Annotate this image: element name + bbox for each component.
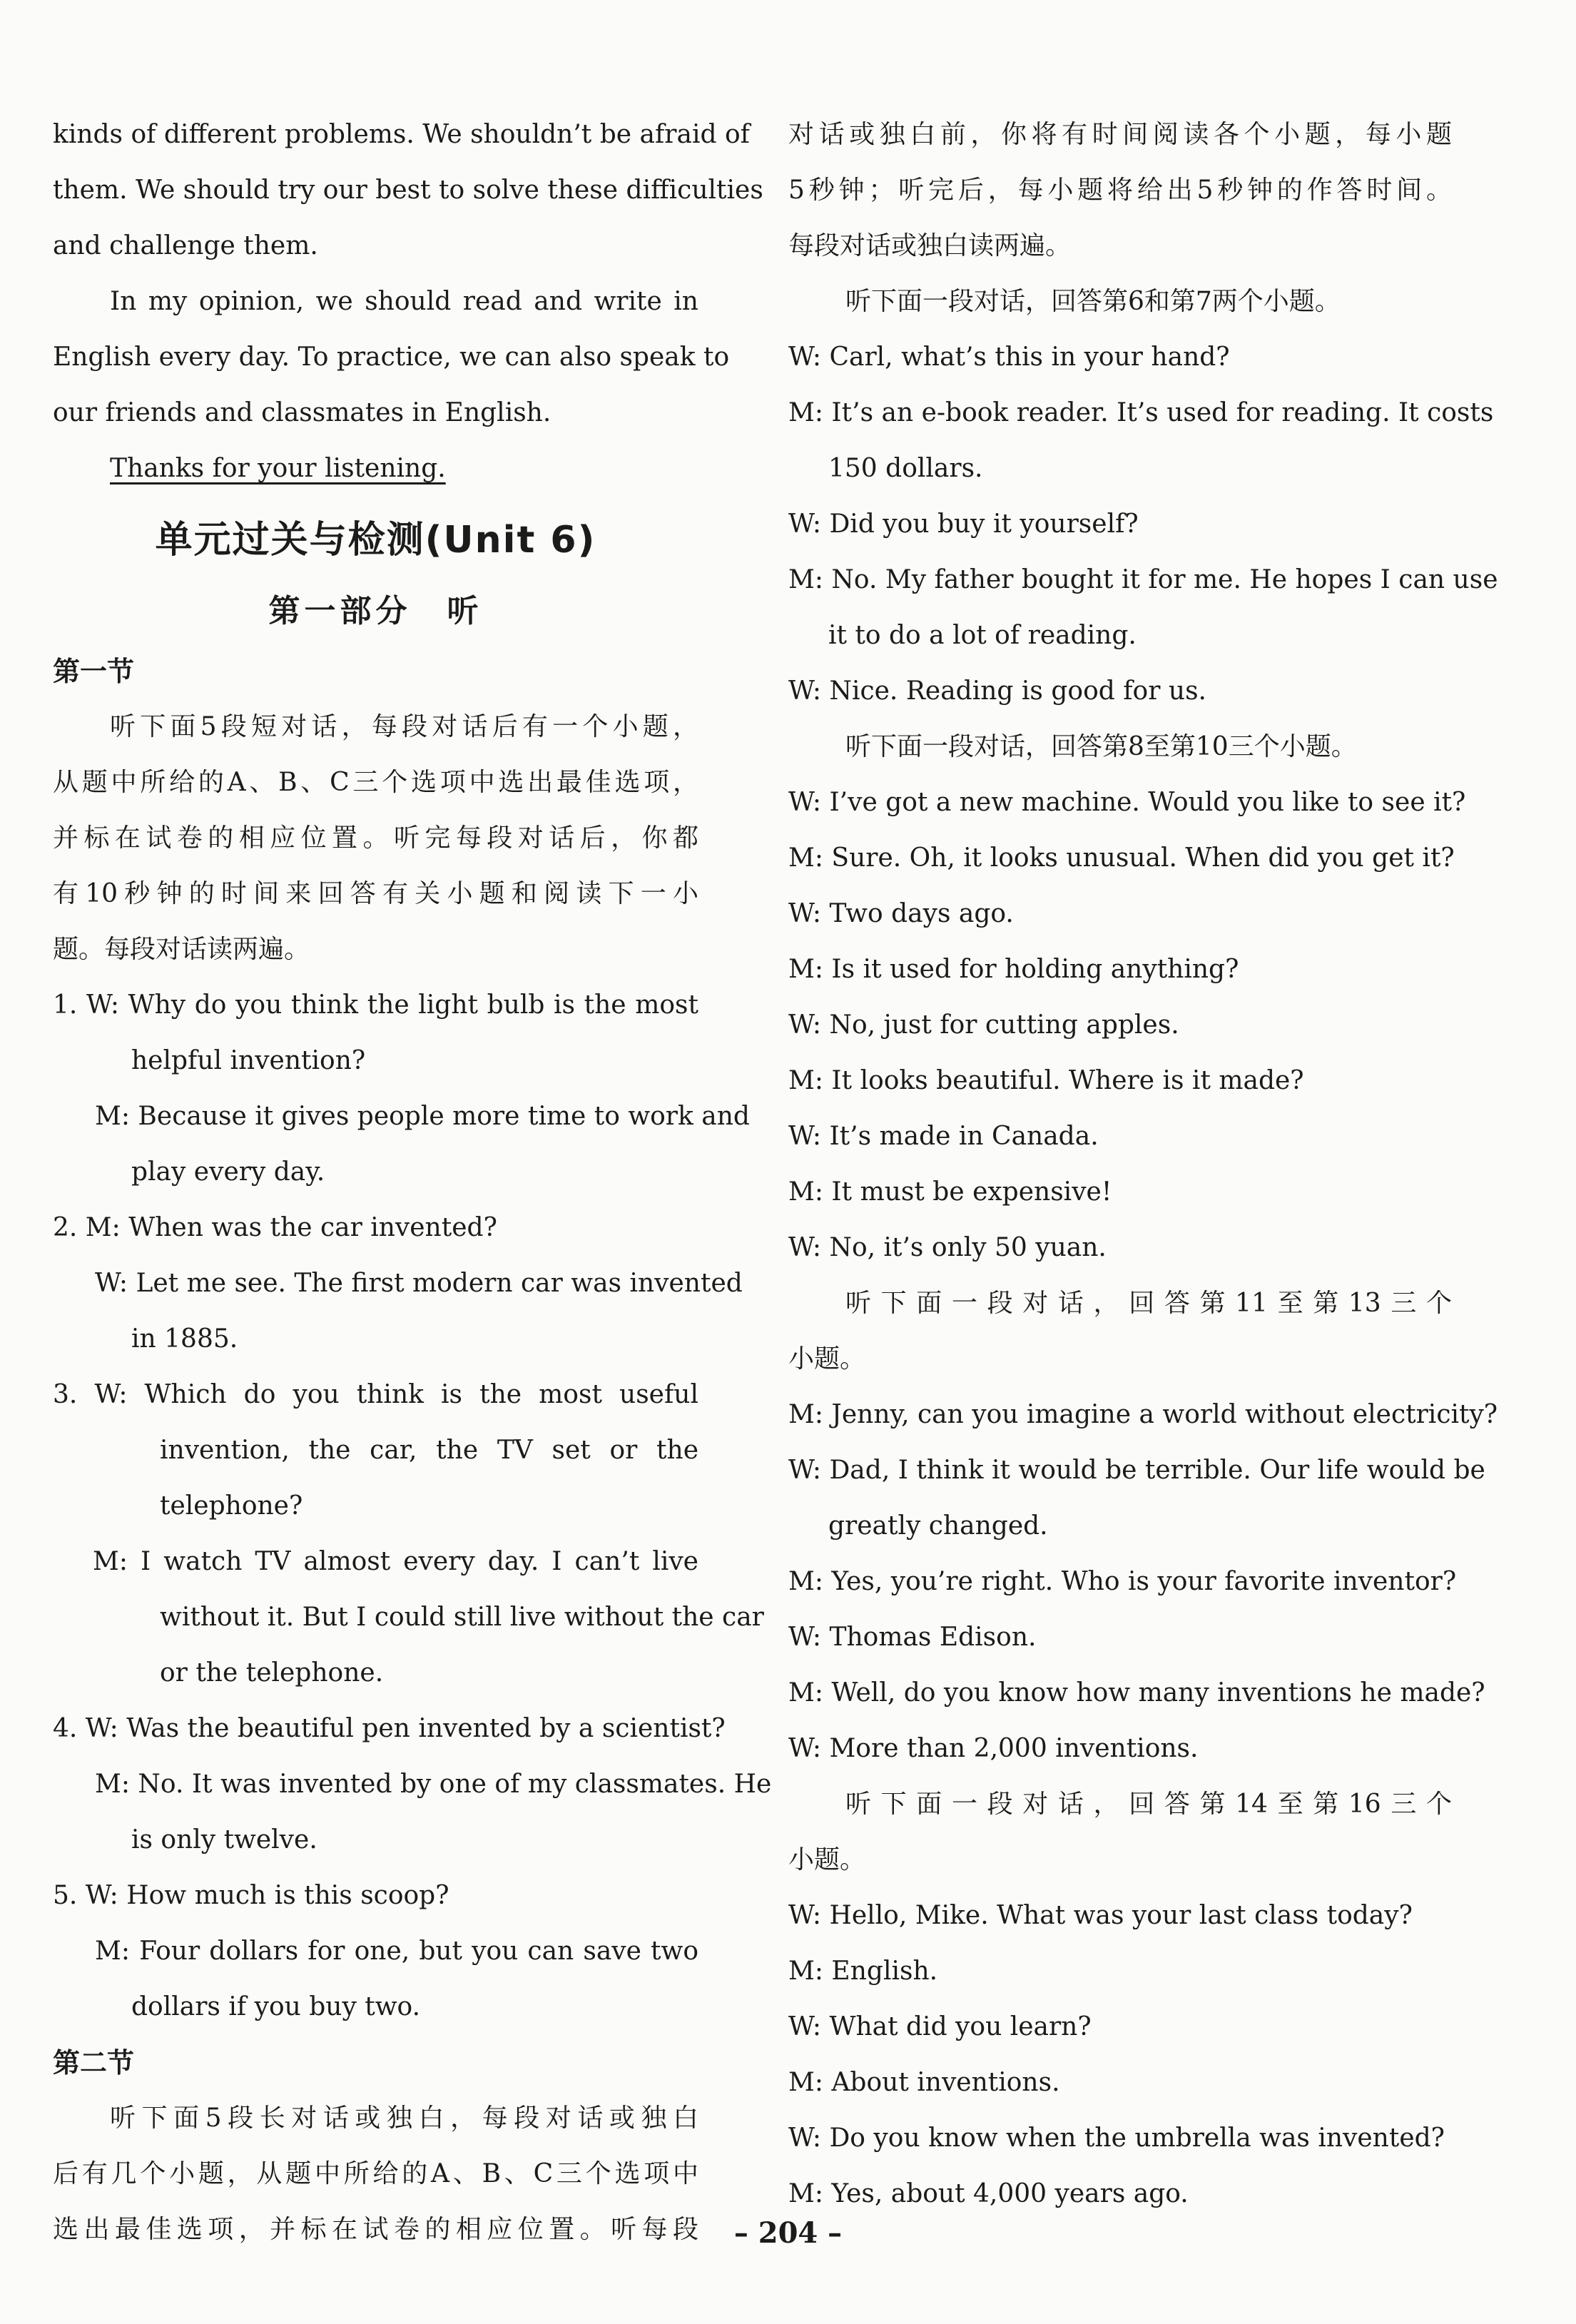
dialogue-line: M: Is it used for holding anything? bbox=[788, 955, 1239, 984]
dialogue-line: W: Did you buy it yourself? bbox=[788, 509, 1139, 539]
dialogue-line: dollars if you buy two. bbox=[131, 1992, 421, 2021]
closing-text: Thanks for your listening. bbox=[110, 454, 446, 483]
dialogue-line: M: It must be expensive! bbox=[788, 1177, 1112, 1207]
dialogue-line: M: Four dollars for one, but you can save two bbox=[95, 1937, 698, 1966]
dialogue-line: W: More than 2,000 inventions. bbox=[788, 1734, 1199, 1763]
instruction-line: 并标在试卷的相应位置。听完每段对话后，你都 bbox=[53, 823, 698, 853]
dialogue-line: M: No. My father bought it for me. He hopes I can use bbox=[788, 565, 1498, 594]
text-line: them. We should try our best to solve these difficulties bbox=[53, 176, 763, 205]
dialogue-line: greatly changed. bbox=[828, 1511, 1048, 1541]
dialogue-line: M: Yes, you’re right. Who is your favorite inventor? bbox=[788, 1567, 1457, 1596]
instruction-line: 每段对话或独白读两遍。 bbox=[788, 231, 1072, 260]
question-instruction: 听下面一段对话，回答第8至第10三个小题。 bbox=[845, 732, 1357, 761]
dialogue-line: in 1885. bbox=[131, 1324, 238, 1354]
dialogue-line: 150 dollars. bbox=[828, 454, 983, 483]
dialogue-line: without it. But I could still live without the car bbox=[160, 1603, 764, 1632]
dialogue-line: W: Do you know when the umbrella was invented? bbox=[788, 2123, 1445, 2153]
dialogue-line: M: About inventions. bbox=[788, 2068, 1060, 2097]
dialogue-line: W: No, it’s only 50 yuan. bbox=[788, 1233, 1107, 1262]
instruction-line: 后有几个小题，从题中所给的A、B、C三个选项中 bbox=[53, 2159, 698, 2188]
part-title: 第一部分 听 bbox=[268, 593, 483, 629]
section-heading: 第二节 bbox=[53, 2047, 135, 2079]
dialogue-line: helpful invention? bbox=[131, 1046, 366, 1075]
text-line: kinds of different problems. We shouldn’t be afraid of bbox=[53, 120, 750, 149]
dialogue-line: M: It looks beautiful. Where is it made? bbox=[788, 1066, 1304, 1095]
dialogue-line: 3. W: Which do you think is the most useful bbox=[53, 1380, 698, 1409]
dialogue-line: invention, the car, the TV set or the bbox=[160, 1436, 698, 1465]
right-column bbox=[788, 107, 1498, 2222]
dialogue-line: W: Let me see. The first modern car was invented bbox=[95, 1269, 743, 1298]
instruction-line: 听下面5段短对话，每段对话后有一个小题， bbox=[110, 712, 698, 741]
question-instruction: 听下面一段对话，回答第6和第7两个小题。 bbox=[845, 287, 1341, 316]
dialogue-line: M: Well, do you know how many inventions he made? bbox=[788, 1678, 1485, 1708]
dialogue-line: M: I watch TV almost every day. I can’t live bbox=[93, 1547, 698, 1576]
dialogue-line: M: English. bbox=[788, 1957, 938, 1986]
question-instruction: 小题。 bbox=[788, 1845, 866, 1874]
dialogue-line: 5. W: How much is this scoop? bbox=[53, 1881, 449, 1910]
instruction-line: 选出最佳选项，并标在试卷的相应位置。听每段 bbox=[53, 2215, 698, 2244]
dialogue-line: telephone? bbox=[160, 1491, 303, 1521]
dialogue-line: W: Two days ago. bbox=[788, 899, 1014, 928]
dialogue-line: M: No. It was invented by one of my classmates. He bbox=[95, 1770, 772, 1799]
text-line: In my opinion, we should read and write in bbox=[110, 287, 698, 316]
dialogue-line: M: It’s an e-book reader. It’s used for reading. It costs bbox=[788, 398, 1494, 427]
instruction-line: 听下面5段长对话或独白，每段对话或独白 bbox=[110, 2104, 698, 2133]
text-line: English every day. To practice, we can also speak to bbox=[53, 342, 730, 372]
dialogue-line: play every day. bbox=[131, 1157, 325, 1187]
dialogue-line: W: It’s made in Canada. bbox=[788, 1122, 1099, 1151]
dialogue-line: 4. W: Was the beautiful pen invented by a scientist? bbox=[53, 1714, 726, 1743]
instruction-line: 对话或独白前，你将有时间阅读各个小题，每小题 bbox=[788, 120, 1452, 149]
dialogue-line: M: Because it gives people more time to work and bbox=[95, 1102, 750, 1131]
dialogue-line: W: Hello, Mike. What was your last class today? bbox=[788, 1901, 1413, 1930]
dialogue-line: 2. M: When was the car invented? bbox=[53, 1213, 497, 1242]
dialogue-line: W: Nice. Reading is good for us. bbox=[788, 676, 1206, 706]
instruction-line: 从题中所给的A、B、C三个选项中选出最佳选项， bbox=[53, 768, 698, 797]
dialogue-line: W: I’ve got a new machine. Would you like to see it? bbox=[788, 788, 1466, 817]
section-heading: 第一节 bbox=[53, 656, 135, 687]
dialogue-line: W: No, just for cutting apples. bbox=[788, 1010, 1179, 1040]
question-instruction: 小题。 bbox=[788, 1344, 866, 1374]
instruction-line: 题。每段对话读两遍。 bbox=[53, 935, 310, 964]
question-instruction: 听下面一段对话，回答第11至第13三个 bbox=[845, 1289, 1452, 1318]
dialogue-line: W: Carl, what’s this in your hand? bbox=[788, 342, 1230, 372]
question-instruction: 听下面一段对话，回答第14至第16三个 bbox=[845, 1790, 1452, 1819]
page-number: – 204 – bbox=[733, 2216, 843, 2250]
unit-title: 单元过关与检测(Unit 6) bbox=[155, 519, 596, 562]
dialogue-line: M: Sure. Oh, it looks unusual. When did you get it? bbox=[788, 843, 1455, 873]
dialogue-line: is only twelve. bbox=[131, 1825, 317, 1854]
instruction-line: 5秒钟；听完后，每小题将给出5秒钟的作答时间。 bbox=[788, 176, 1452, 205]
dialogue-line: 1. W: Why do you think the light bulb is the most bbox=[53, 990, 698, 1020]
closing-line bbox=[53, 441, 698, 497]
dialogue-line: M: Jenny, can you imagine a world without electricity? bbox=[788, 1400, 1498, 1429]
dialogue-line: W: Thomas Edison. bbox=[788, 1623, 1037, 1652]
dialogue-line: it to do a lot of reading. bbox=[828, 621, 1137, 650]
dialogue-line: or the telephone. bbox=[160, 1658, 384, 1688]
left-column bbox=[53, 107, 772, 2258]
dialogue-line: W: Dad, I think it would be terrible. Our life would be bbox=[788, 1456, 1485, 1485]
instruction-line: 有10秒钟的时间来回答有关小题和阅读下一小 bbox=[53, 879, 698, 908]
dialogue-line: W: What did you learn? bbox=[788, 2012, 1092, 2041]
dialogue-line: M: Yes, about 4,000 years ago. bbox=[788, 2179, 1189, 2208]
text-line: our friends and classmates in English. bbox=[53, 398, 551, 427]
text-line: and challenge them. bbox=[53, 231, 318, 260]
